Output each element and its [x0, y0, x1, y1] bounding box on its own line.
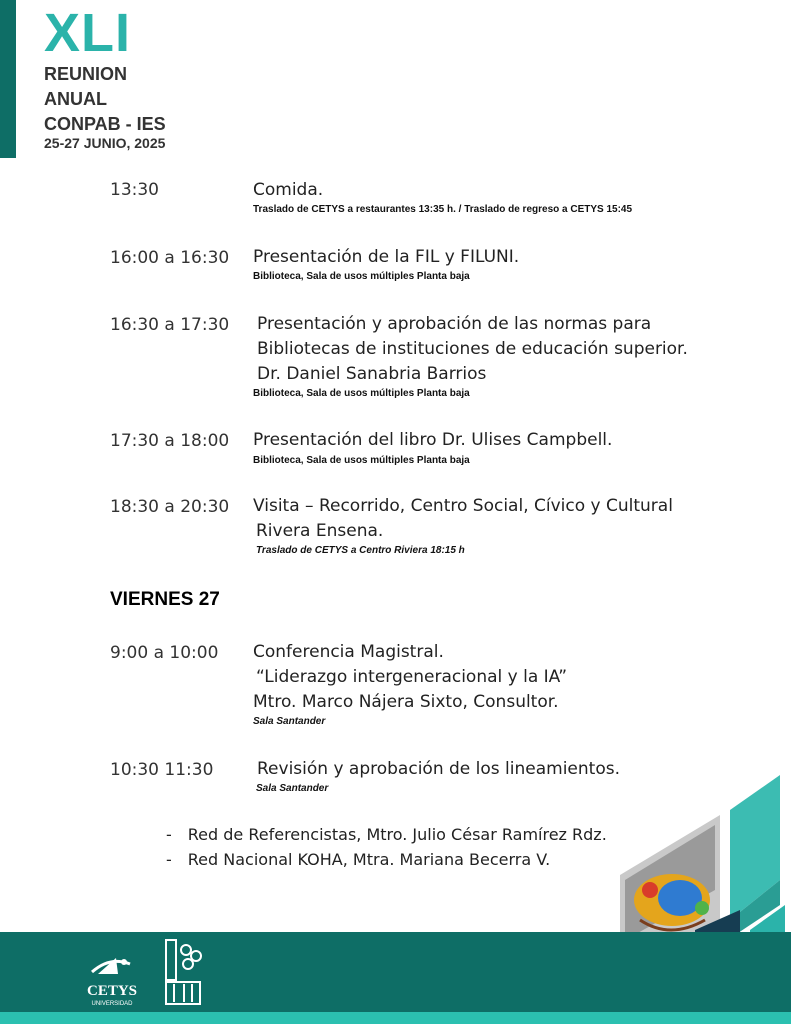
schedule-location: Biblioteca, Sala de usos múltiples Planta baja — [253, 455, 470, 466]
bullet-marker: - — [166, 825, 172, 844]
header-accent-bar — [0, 0, 16, 158]
event-number: XLI — [44, 3, 132, 63]
header-line-2: ANUAL — [44, 89, 107, 109]
schedule-time: 13:30 — [110, 180, 159, 200]
cetys-logo-text: CETYS — [86, 983, 138, 999]
schedule-speaker: Mtro. Marco Nájera Sixto, Consultor. — [253, 692, 559, 712]
schedule-location: Biblioteca, Sala de usos múltiples Planta baja — [253, 271, 470, 282]
schedule-title-line: Visita – Recorrido, Centro Social, Cívico y Cultural — [253, 496, 673, 516]
schedule-note: Traslado de CETYS a Centro Riviera 18:15 h — [256, 545, 465, 556]
schedule-time: 10:30 11:30 — [110, 760, 214, 780]
schedule-title: Presentación del libro Dr. Ulises Campbell. — [253, 430, 613, 450]
list-item-text: Red Nacional KOHA, Mtra. Mariana Becerra V. — [187, 850, 551, 869]
bullet-marker: - — [166, 850, 172, 869]
schedule-title: Comida. — [253, 180, 324, 200]
schedule-time: 16:00 a 16:30 — [110, 248, 230, 268]
schedule-speaker: Dr. Daniel Sanabria Barrios — [257, 364, 487, 384]
schedule-time: 18:30 a 20:30 — [110, 497, 230, 517]
schedule-title-line: Rivera Ensena. — [256, 521, 384, 541]
schedule-time: 9:00 a 10:00 — [110, 643, 219, 663]
list-item-text: Red de Referencistas, Mtro. Julio César Ramírez Rdz. — [187, 825, 607, 844]
schedule-title: Revisión y aprobación de los lineamientos. — [257, 759, 620, 779]
schedule-time: 16:30 a 17:30 — [110, 315, 230, 335]
footer-accent-strip — [0, 1012, 791, 1024]
day-heading: VIERNES 27 — [110, 589, 220, 610]
schedule-title-line: Conferencia Magistral. — [253, 642, 444, 662]
schedule-title: Presentación de la FIL y FILUNI. — [253, 247, 520, 267]
cetys-logo-subtext: UNIVERSIDAD — [91, 1001, 133, 1007]
header-line-1: REUNION — [44, 64, 128, 84]
list-item — [166, 825, 607, 844]
schedule-title-line: Presentación y aprobación de las normas para — [257, 314, 652, 334]
conpab-logo — [160, 936, 206, 1010]
schedule-time: 17:30 a 18:00 — [110, 431, 230, 451]
event-dates: 25-27 JUNIO, 2025 — [44, 135, 166, 151]
header-line-3: CONPAB - IES — [44, 114, 166, 134]
cetys-logo — [72, 950, 152, 1008]
schedule-title-line: “Liderazgo intergeneracional y la IA” — [256, 667, 568, 687]
schedule-location: Sala Santander — [253, 716, 326, 727]
schedule-note: Traslado de CETYS a restaurantes 13:35 h. / Traslado de regreso a CETYS 15:45 — [253, 204, 633, 215]
schedule-title-line: Bibliotecas de instituciones de educación superior. — [257, 339, 688, 359]
schedule-location: Biblioteca, Sala de usos múltiples Planta baja — [253, 388, 470, 399]
schedule-location: Sala Santander — [256, 783, 329, 794]
list-item — [166, 850, 550, 869]
